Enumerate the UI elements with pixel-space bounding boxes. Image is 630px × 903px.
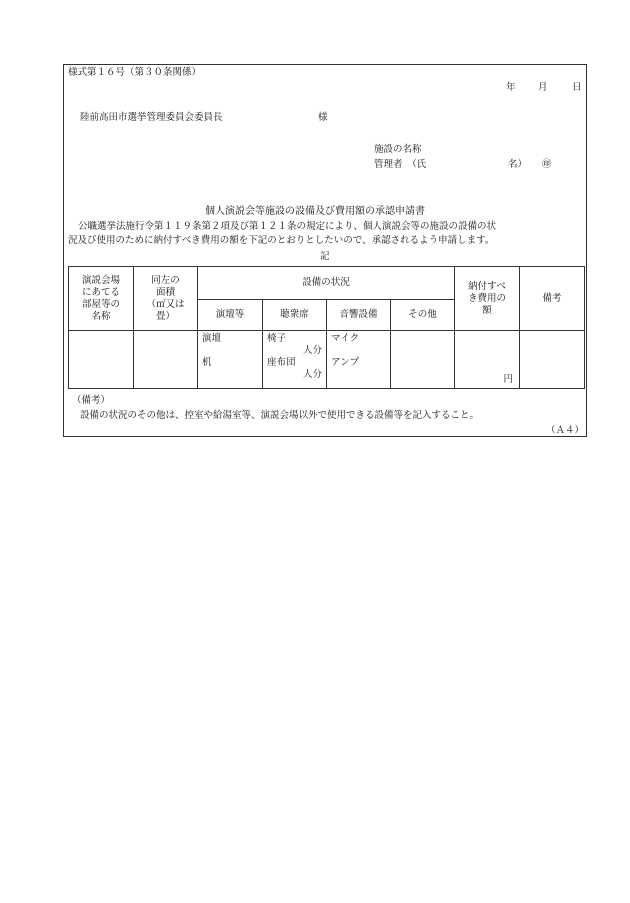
honorific: 様 [318,112,328,123]
ki-label: 記 [320,251,330,262]
cell-remarks [520,331,585,389]
header-room-name: 演説会場 にあてる 部屋等の 名称 [69,267,134,331]
header-remarks: 備考 [520,267,585,331]
subheader-other: その他 [391,300,455,331]
header-fee: 納付すべ き費用の 額 [455,267,520,331]
seal-mark: ㊞ [542,159,552,170]
cell-room-name [69,331,134,389]
cell-other [391,331,455,389]
addressee: 陸前高田市選挙管理委員会委員長 [80,112,223,123]
body-line-2: 況及び使用のために納付すべき費用の額を下記のとおりとしたいので、承認されるよう申請します。 [68,235,495,246]
subheader-seats: 聴衆席 [263,300,327,331]
cell-stage: 演壇 机 [198,331,263,389]
body-line-1: 公職選挙法施行令第１１９条第２項及び第１２１条の規定により、個人演説会等の施設の設備の状 [78,221,497,232]
facility-name-label: 施設の名称 [374,144,422,155]
equipment-table [68,266,585,389]
cell-sound: マイク アンプ [327,331,391,389]
date-year-label: 年 [506,82,516,93]
notes-text: 設備の状況のその他は、控室や給湯室等、演説会場以外で使用できる設備等を記入すること。 [80,410,480,421]
header-area: 同左の 面積 （㎡又は 畳） [134,267,198,331]
paper-size: （Ａ４） [546,425,585,436]
form-number: 様式第１６号（第３０条関係） [68,67,202,78]
subheader-sound: 音響設備 [327,300,391,331]
manager-name-end: 名） [508,159,528,170]
notes-heading: （備考） [72,395,111,406]
document-title: 個人演説会等施設の設備及び費用額の承認申請書 [205,206,425,217]
manager-label: 管理者 （氏 [374,159,427,170]
date-month-label: 月 [538,82,548,93]
cell-seats: 椅子 人分 座布団 人分 [263,331,327,389]
cell-fee: 円 [455,331,520,389]
header-equipment-status: 設備の状況 [198,267,455,300]
date-day-label: 日 [572,82,582,93]
subheader-stage: 演壇等 [198,300,263,331]
cell-area [134,331,198,389]
